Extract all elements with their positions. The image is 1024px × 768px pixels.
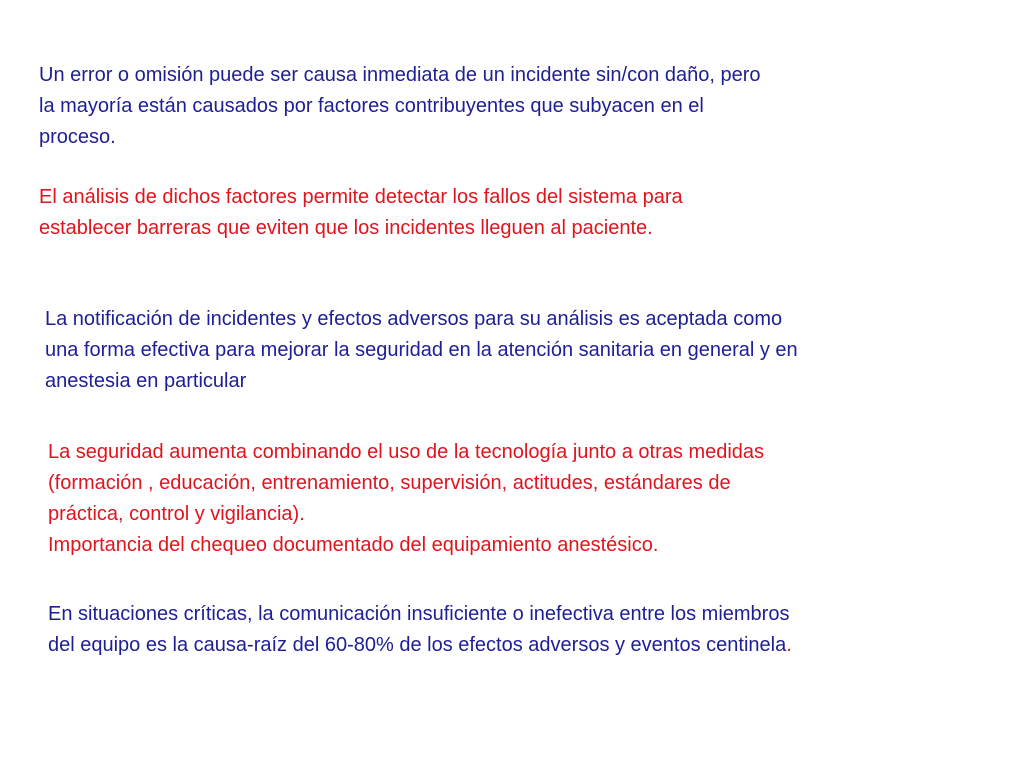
text-line: práctica, control y vigilancia).	[48, 503, 305, 525]
paragraph-error-omission	[39, 60, 989, 153]
trailing-period: .	[786, 634, 792, 656]
text-line: Importancia del chequeo documentado del equipamiento anestésico.	[48, 534, 659, 556]
text-line: establecer barreras que eviten que los incidentes lleguen al paciente.	[39, 217, 653, 239]
text-line: En situaciones críticas, la comunicación insuficiente o inefectiva entre los miembros	[48, 603, 790, 625]
text-line: anestesia en particular	[45, 370, 247, 392]
text-line: La seguridad aumenta combinando el uso de la tecnología junto a otras medidas	[48, 441, 765, 463]
paragraph-incident-notification	[45, 304, 1020, 397]
text-line: El análisis de dichos factores permite detectar los fallos del sistema para	[39, 186, 683, 208]
paragraph-factor-analysis	[39, 182, 989, 244]
text-line: la mayoría están causados por factores contribuyentes que subyacen en el	[39, 95, 704, 117]
text-line: del equipo es la causa-raíz del 60-80% de los efectos adversos y eventos centinela	[48, 634, 787, 656]
paragraph-team-communication	[48, 599, 1008, 661]
text-line: La notificación de incidentes y efectos adversos para su análisis es aceptada como	[45, 308, 783, 330]
paragraph-equipment-check	[48, 530, 1008, 561]
text-line: Un error o omisión puede ser causa inmediata de un incidente sin/con daño, pero	[39, 64, 761, 86]
paragraph-safety-measures	[48, 437, 1008, 530]
text-line: una forma efectiva para mejorar la seguridad en la atención sanitaria en general y en	[45, 339, 798, 361]
text-line: (formación , educación, entrenamiento, supervisión, actitudes, estándares de	[48, 472, 731, 494]
text-line: proceso.	[39, 126, 116, 148]
